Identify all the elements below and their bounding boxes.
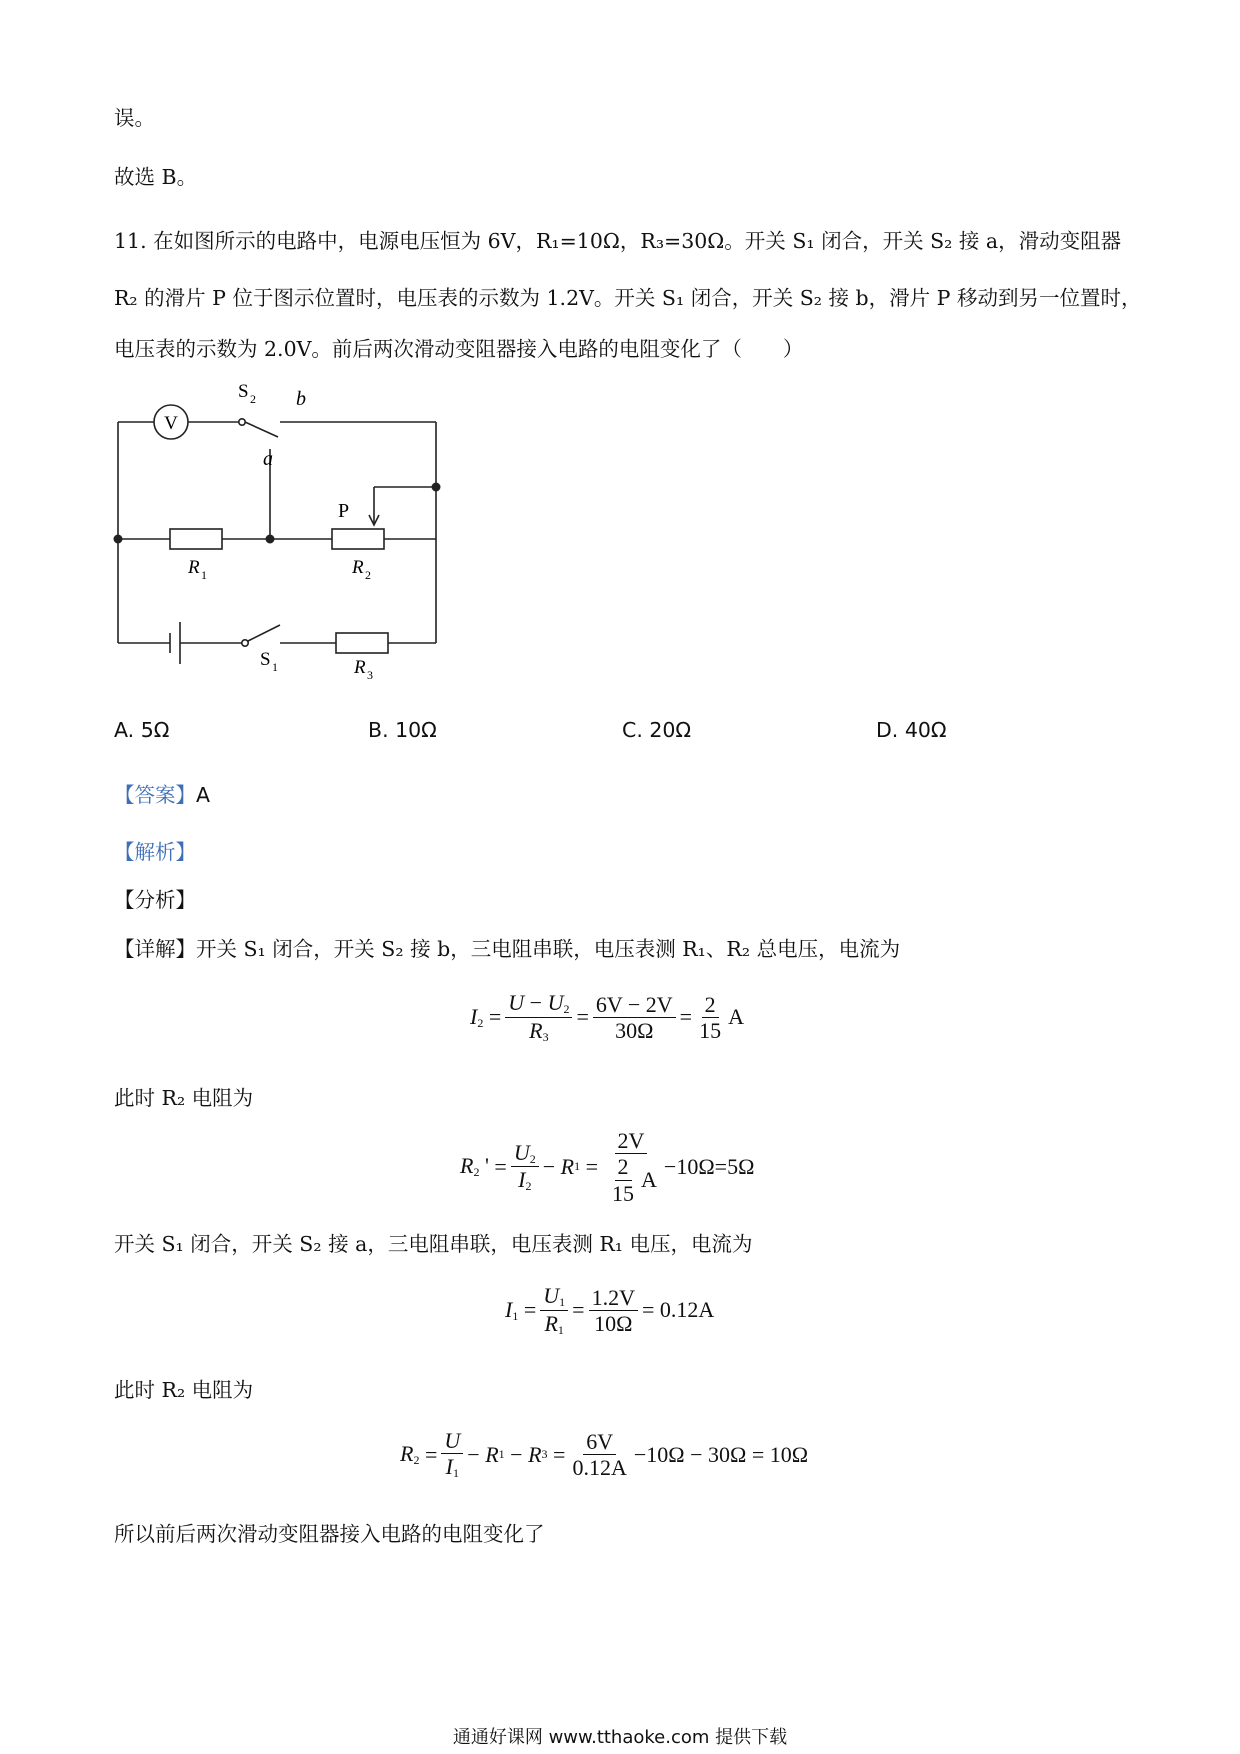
- circuit-diagram: [100, 375, 460, 685]
- fenxi-tag: 【分析】: [114, 888, 196, 912]
- r1-label: R: [188, 557, 200, 578]
- s2-sub: 2: [250, 392, 256, 406]
- terminal-a-label: a: [263, 448, 273, 470]
- case-a-line: 开关 S₁ 闭合，开关 S₂ 接 a，三电阻串联，电压表测 R₁ 电压，电流为: [114, 1232, 753, 1256]
- option-b: B. 10Ω: [368, 718, 437, 742]
- question-line-1: 11. 在如图所示的电路中，电源电压恒为 6V，R₁=10Ω，R₃=30Ω。开关 S₁ 闭合，开关 S₂ 接 a，滑动变阻器: [114, 229, 1122, 253]
- r3-label: R: [354, 657, 366, 678]
- r2-intro-1: 此时 R₂ 电阻为: [114, 1086, 254, 1110]
- analysis-tag: 【解析】: [114, 840, 196, 864]
- s1-label: S: [260, 649, 271, 670]
- equation-i2: $I_2$ = $\frac{U - U_2}{R_3}$ = $\frac{6V - 2V}{30\Omega}$ = $\frac{2}{15}$ A: [470, 990, 744, 1044]
- r1-sub: 1: [201, 568, 207, 582]
- detail-line: [114, 937, 900, 962]
- line-guxuan: 故选 B。: [114, 165, 198, 189]
- footer: 通通好课网 www.tthaoke.com 提供下载: [452, 1727, 788, 1748]
- s2-label: S: [238, 381, 249, 402]
- voltmeter-label: V: [164, 413, 178, 434]
- s1-sub: 1: [272, 660, 278, 674]
- r3-sub: 3: [367, 668, 373, 682]
- question-line-3: 电压表的示数为 2.0V。前后两次滑动变阻器接入电路的电阻变化了（ ）: [114, 337, 804, 361]
- equation-r2-prime: $R_2$ ' = $\frac{U_2}{I_2}$ − R 1 = 2V $\frac{2}{15}$ A −10Ω=5Ω: [460, 1128, 755, 1206]
- answer-value: A: [196, 783, 211, 807]
- detail-text: 开关 S₁ 闭合，开关 S₂ 接 b，三电阻串联，电压表测 R₁、R₂ 总电压，电流为: [196, 937, 901, 961]
- slider-p-label: P: [338, 500, 350, 522]
- equation-r2: $R_2$ = $\frac{U}{I_1}$ − R 1 − R 3 = $\frac{6V}{0.12A}$ −10Ω − 30Ω = 10Ω: [400, 1428, 809, 1481]
- detail-tag: 【详解】: [114, 937, 196, 961]
- question-line-2: R₂ 的滑片 P 位于图示位置时，电压表的示数为 1.2V。开关 S₁ 闭合，开关 S₂ 接 b，滑片 P 移动到另一位置时，: [114, 286, 1142, 310]
- answer-tag: 【答案】: [114, 783, 196, 807]
- option-d: D. 40Ω: [876, 718, 947, 742]
- equation-i1: $I_1$ = $\frac{U_1}{R_1}$ = $\frac{1.2V}{10\Omega}$ = 0.12A: [505, 1283, 715, 1337]
- answer-line: [114, 783, 210, 808]
- line-wu: 误。: [114, 106, 155, 130]
- conclusion-line: 所以前后两次滑动变阻器接入电路的电阻变化了: [114, 1522, 545, 1546]
- r2-label: R: [352, 557, 364, 578]
- r2-intro-2: 此时 R₂ 电阻为: [114, 1378, 254, 1402]
- r2-sub: 2: [365, 568, 371, 582]
- option-c: C. 20Ω: [622, 718, 692, 742]
- terminal-b-label: b: [296, 388, 306, 410]
- option-a: A. 5Ω: [114, 718, 170, 742]
